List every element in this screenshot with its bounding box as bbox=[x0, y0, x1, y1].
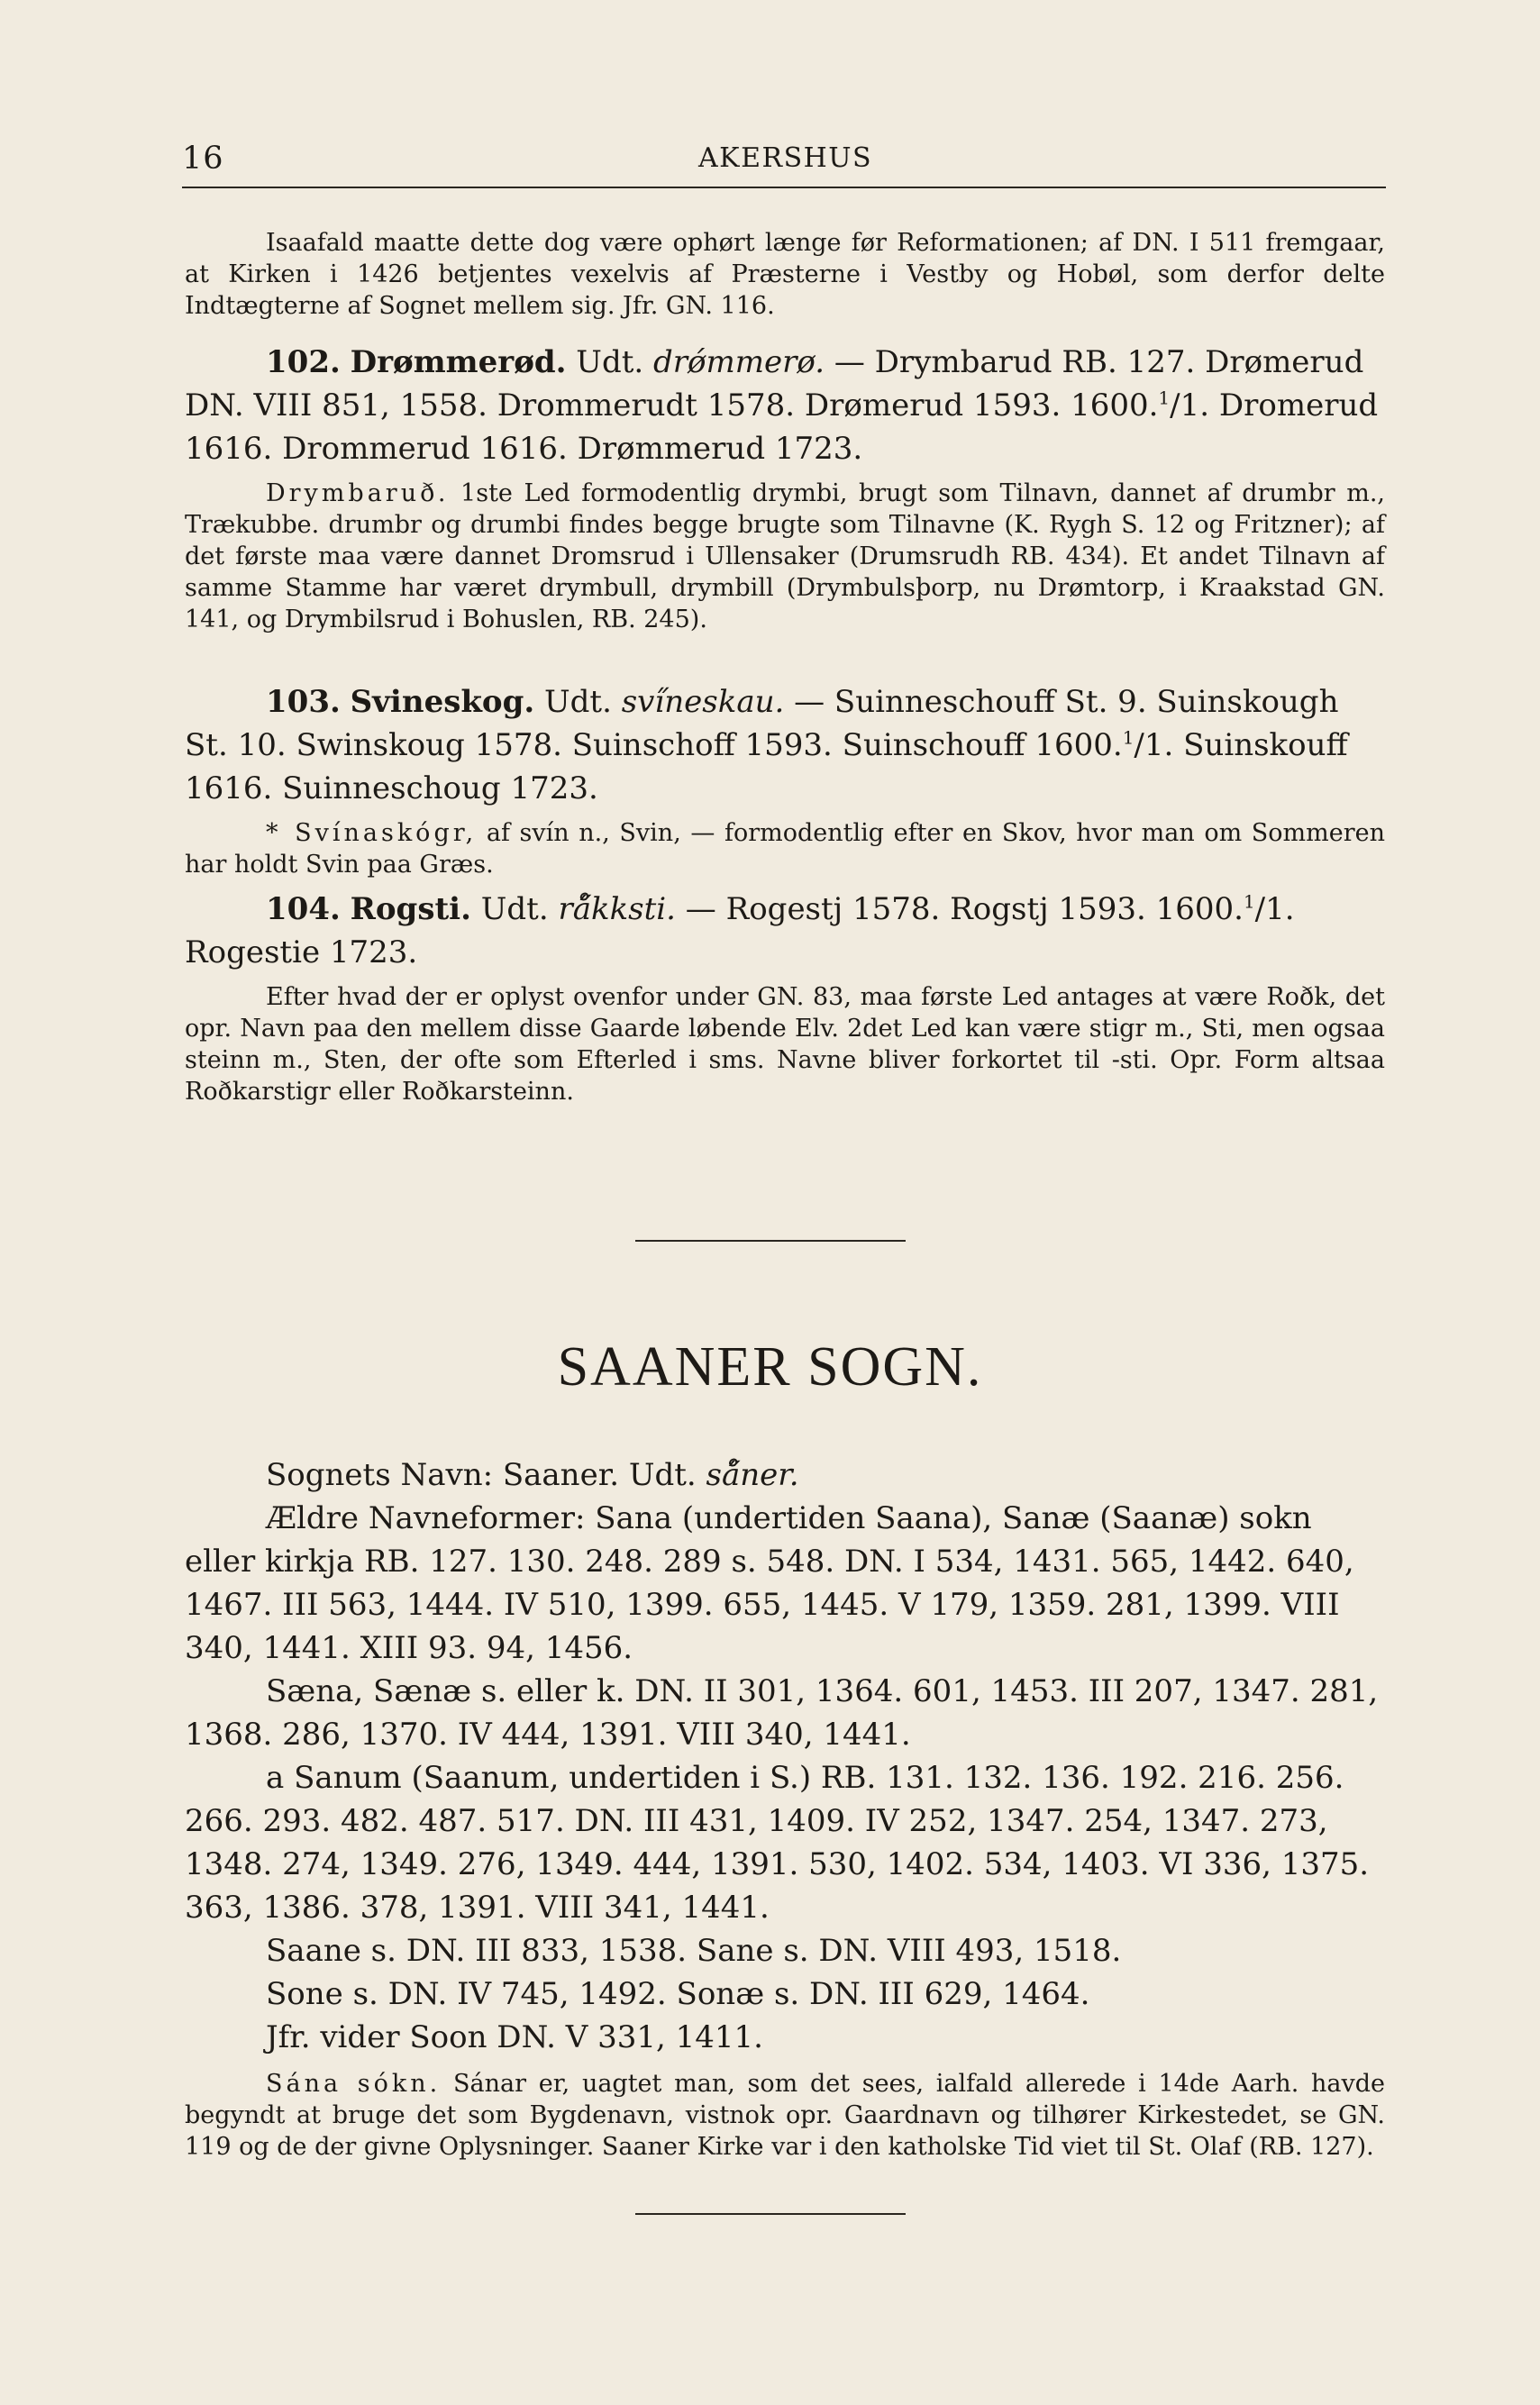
pronunciation: drǿmmerø. bbox=[653, 344, 825, 380]
pronunciation: rå̋kksti. bbox=[558, 891, 676, 927]
parish-names: Sognets Navn: Saaner. Udt. så̋ner. Ældre Navneformer: Sana (undertiden Saana), Sanæ (Saanæ) sokn eller kirkja RB. 127. 130. 248. 289 s. 548. DN. I 534, 1431. 565, 1442. 640, 1467. III 563, 1444. IV 510, 1399. 655, 1445. V 179, 1359. 281, 1399. VIII 340, 1441. XIII 93. 94, 1456. Sæna, Sænæ s. eller k. DN. II 301, 1364. 601, 1453. III 207, 1347. 281, 1368. 286, 1370. IV 444, 1391. VIII 340, 1441. a Sanum (Saanum, undertiden i S.) RB. 131. 132. 136. 192. 216. 256. 266. 293. 482. 487. 517. DN. III 431, 1409. IV 252, 1347. 254, 1347. 273, 1348. 274, 1349. 276, 1349. 444, 1391. 530, 1402. 534, 1403. VI 336, 1375. 363, 1386. 378, 1391. VIII 341, 1441. Saane s. DN. III 833, 1538. Sane s. DN. VIII 493, 1518. Sone s. DN. IV 745, 1492. Sonæ s. DN. III 629, 1464. Jfr. vider Soon DN. V 331, 1411. Sána sókn. Sánar er, uagtet man, som det sees, ialfald allerede i 14de Aarh. havde begyndt at bruge det som Bygdenavn, vistnok opr. Gaardnavn og tilhører Kirkestedet, se GN. 119 og de der givne Oplysninger. Saaner Kirke var i den katholske Tid viet til St. Olaf (RB. 127). bbox=[185, 1457, 1386, 2161]
entry-104: 104. Rogsti. Udt. rå̋kksti. — Rogestj 1578. Rogstj 1593. 1600.$^1$/1. Rogestie 1723. Efter hvad der er oplyst ovenfor under GN. 83, maa første Led antages at være Roðk, det opr. Navn paa den mellem disse Gaarde løbende Elv. 2det Led kan være stigr m., Sti, men ogsaa steinn m., Sten, der ofte som Efterled i sms. Navne bliver forkortet til -sti. Opr. Form altsaa Roðkarstigr eller Roðkarsteinn. bbox=[185, 890, 1385, 1106]
page-number: 16 bbox=[182, 141, 224, 177]
entry-103: 103. Svineskog. Udt. svi̋neskau. — Suinneschouff St. 9. Suinskough St. 10. Swinskoug 1578. Suinschoff 1593. Suinschouff 1600.$^1$/1. Suinskouff 1616. Suinneschoug 1723. * Svínaskógr, af svín n., Svin, — formodentlig efter en Skov, hvor man om Sommeren har holdt Svin paa Græs. bbox=[185, 684, 1385, 879]
entry-headword: Drømmerød. bbox=[350, 344, 567, 380]
end-divider bbox=[635, 2213, 906, 2215]
entry-note: Drymbaruð. 1ste Led formodentlig drymbi, brugt som Tilnavn, dannet af drumbr m., Trækubbe. drumbr og drumbi findes begge brugte som Tilnavne (K. Rygh S. 12 og Fritzner); af det første maa være dannet Dromsrud i Ullensaker (Drumsrudh RB. 434). Et andet Tilnavn af samme Stamme har været drymbull, drymbill (Drymbulsþorp, nu Drømtorp, i Kraakstad GN. 141, og Drymbilsrud i Bohuslen, RB. 245). bbox=[185, 479, 1385, 633]
entry-note: * Svínaskógr, af svín n., Svin, — formodentlig efter en Skov, hvor man om Sommeren har holdt Svin paa Græs. bbox=[185, 819, 1385, 879]
entry-number: 103. bbox=[266, 684, 341, 720]
entry-headword: Svineskog. bbox=[350, 684, 535, 720]
section-title: SAANER SOGN. bbox=[557, 1336, 983, 1398]
pronunciation: så̋ner. bbox=[706, 1457, 799, 1493]
entry-headword: Rogsti. bbox=[350, 891, 471, 927]
section-divider bbox=[635, 1240, 906, 1242]
header-rule bbox=[182, 187, 1386, 188]
entry-number: 102. bbox=[266, 344, 341, 380]
intro-paragraph: Isaafald maatte dette dog være ophørt længe før Reformationen; af DN. I 511 fremgaar, at Kirken i 1426 betjentes vexelvis af Præsterne i Vestby og Hobøl, som derfor delte Indtægterne af Sognet mellem sig. Jfr. GN. 116. bbox=[185, 229, 1385, 320]
entry-note: Efter hvad der er oplyst ovenfor under GN. 83, maa første Led antages at være Roðk, det opr. Navn paa den mellem disse Gaarde løbende Elv. 2det Led kan være stigr m., Sti, men ogsaa steinn m., Sten, der ofte som Efterled i sms. Navne bliver forkortet til -sti. Opr. Form altsaa Roðkarstigr eller Roðkarsteinn. bbox=[185, 983, 1385, 1106]
pronunciation: svi̋neskau. bbox=[621, 684, 785, 720]
entry-102: 102. Drømmerød. Udt. drǿmmerø. — Drymbarud RB. 127. Drømerud DN. VIII 851, 1558. Drommerudt 1578. Drømerud 1593. 1600.$^1$/1. Dromerud 1616. Drommerud 1616. Drømmerud 1723. Drymbaruð. 1ste Led formodentlig drymbi, brugt som Tilnavn, dannet af drumbr m., Trækubbe. drumbr og drumbi findes begge brugte som Tilnavne (K. Rygh S. 12 og Fritzner); af det første maa være dannet Dromsrud i Ullensaker (Drumsrudh RB. 434). Et andet Tilnavn af samme Stamme har været drymbull, drymbill (Drymbulsþorp, nu Drømtorp, i Kraakstad GN. 141, og Drymbilsrud i Bohuslen, RB. 245). bbox=[185, 344, 1385, 633]
entry-number: 104. bbox=[266, 891, 341, 927]
closing-note: Sána sókn. Sánar er, uagtet man, som det sees, ialfald allerede i 14de Aarh. havde begyndt at bruge det som Bygdenavn, vistnok opr. Gaardnavn og tilhører Kirkestedet, se GN. 119 og de der givne Oplysninger. Saaner Kirke var i den katholske Tid viet til St. Olaf (RB. 127). bbox=[185, 2070, 1386, 2161]
running-header: AKERSHUS bbox=[698, 142, 873, 174]
